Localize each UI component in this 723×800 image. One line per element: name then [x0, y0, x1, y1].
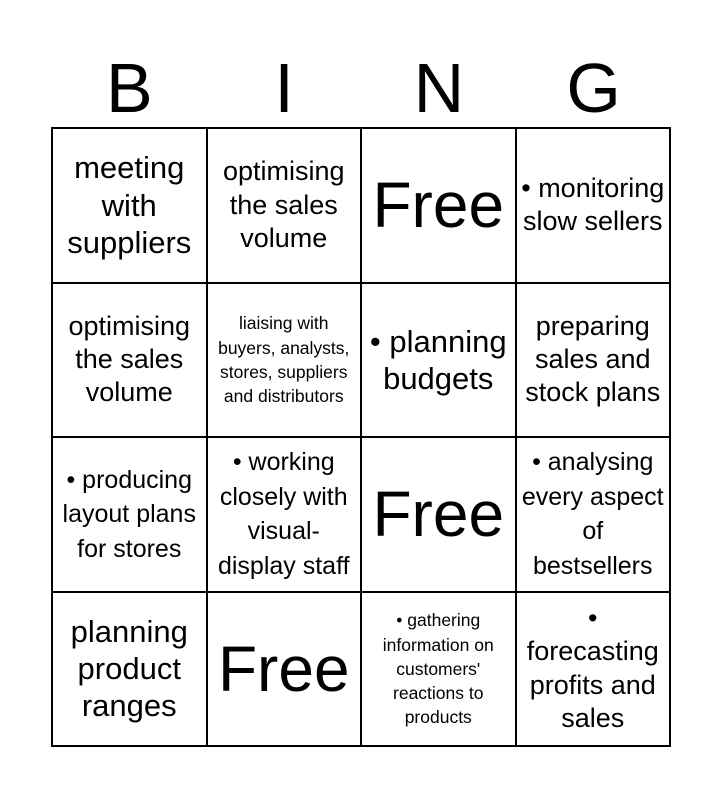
header-letter-b: B	[106, 49, 153, 127]
bingo-cell[interactable]: liaising with buyers, analysts, stores, suppliers and distributors	[207, 283, 362, 438]
bingo-cell[interactable]: • working closely with visual-display staff	[207, 437, 362, 592]
bingo-cell[interactable]: optimising the sales volume	[207, 128, 362, 283]
bingo-cell[interactable]: planning product ranges	[52, 592, 207, 747]
header-letter-i: I	[274, 49, 294, 127]
bingo-header	[52, 50, 671, 126]
bingo-cell[interactable]: preparing sales and stock plans	[516, 283, 671, 438]
header-letter-g: G	[566, 49, 621, 127]
bingo-cell[interactable]: meeting with suppliers	[52, 128, 207, 283]
bingo-cell[interactable]: • monitoring slow sellers	[516, 128, 671, 283]
bingo-cell[interactable]: • analysing every aspect of bestsellers	[516, 437, 671, 592]
free-space[interactable]: Free	[361, 128, 516, 283]
bingo-cell[interactable]: • planning budgets	[361, 283, 516, 438]
bingo-cell[interactable]: • gathering information on customers' reactions to products	[361, 592, 516, 747]
bingo-cell[interactable]: • forecasting profits and sales	[516, 592, 671, 747]
bingo-cell[interactable]: • producing layout plans for stores	[52, 437, 207, 592]
bingo-board	[51, 127, 671, 747]
free-space[interactable]: Free	[207, 592, 362, 747]
bingo-cell[interactable]: optimising the sales volume	[52, 283, 207, 438]
header-letter-n: N	[413, 49, 465, 127]
free-space[interactable]: Free	[361, 437, 516, 592]
